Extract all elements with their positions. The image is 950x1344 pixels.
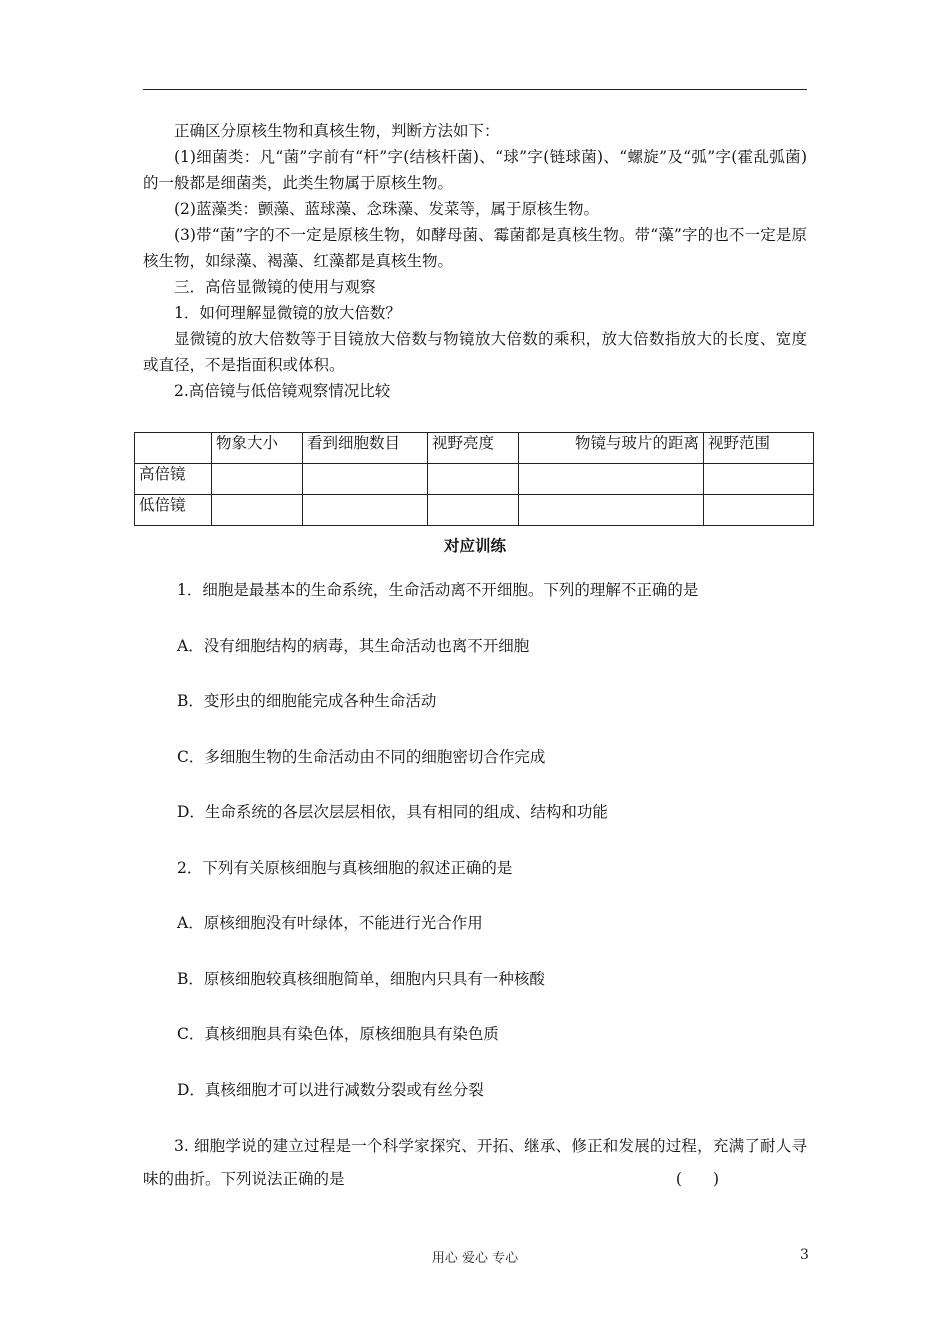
cyanobacteria-paragraph: (2)蓝藻类：颤藻、蓝球藻、念珠藻、发菜等，属于原核生物。: [174, 200, 599, 218]
question-3-text: 3. 细胞学说的建立过程是一个科学家探究、开拓、继承、修正和发展的过程，充满了耐人寻味的曲折。下列说法正确的是: [143, 1137, 807, 1188]
section-heading: 三．高倍显微镜的使用与观察: [174, 278, 376, 296]
document-body: [139, 118, 807, 556]
q1-option-b: B．变形虫的细胞能完成各种生命活动: [177, 692, 437, 710]
exception-paragraph: (3)带“菌”字的不一定是原核生物，如酵母菌、霉菌都是真核生物。带“藻”字的也不一定是原核生物，如绿藻、褐藻、红藻都是真核生物。: [143, 226, 807, 270]
q2-option-a: A．原核细胞没有叶绿体，不能进行光合作用: [177, 914, 483, 932]
table-header-cell: 视野范围: [704, 433, 814, 464]
q2-option-d: D．真核细胞才可以进行减数分裂或有丝分裂: [177, 1081, 484, 1099]
footer-text: 用心 爱心 专心: [431, 1251, 519, 1266]
intro-paragraph: 正确区分原核生物和真核生物，判断方法如下：: [174, 122, 500, 140]
question-magnification: 1．如何理解显微镜的放大倍数？: [174, 304, 401, 322]
table-header-cell: [135, 433, 212, 464]
table-row: [135, 495, 814, 526]
row-label-high: 高倍镜: [135, 464, 212, 495]
comparison-table: [134, 432, 814, 526]
table-header-row: [135, 433, 814, 464]
question-1: 1．细胞是最基本的生命系统，生命活动离不开细胞。下列的理解不正确的是: [177, 581, 699, 599]
question-2: 2．下列有关原核细胞与真核细胞的叙述正确的是: [177, 859, 513, 877]
answer-parentheses: ( ): [675, 1170, 719, 1188]
q2-option-c: C．真核细胞具有染色体，原核细胞具有染色质: [177, 1025, 499, 1043]
table-header-cell: 视野亮度: [428, 433, 519, 464]
answer-magnification: 显微镜的放大倍数等于目镜放大倍数与物镜放大倍数的乘积，放大倍数指放大的长度、宽度或直径，不是指面积或体积。: [143, 330, 807, 374]
header-rule: [143, 89, 807, 90]
q2-option-b: B．原核细胞较真核细胞简单，细胞内只具有一种核酸: [177, 970, 545, 988]
bacteria-paragraph: (1)细菌类：凡“菌”字前有“杆”字(结核杆菌)、“球”字(链球菌)、“螺旋”及“弧”字(霍乱弧菌)的一般都是细菌类，此类生物属于原核生物。: [143, 148, 807, 192]
q1-option-d: D．生命系统的各层次层层相依，具有相同的组成、结构和功能: [177, 803, 608, 821]
page-number: 3: [800, 1247, 809, 1263]
row-label-low: 低倍镜: [135, 495, 212, 526]
training-title: 对应训练: [443, 537, 506, 555]
q1-option-c: C．多细胞生物的生命活动由不同的细胞密切合作完成: [177, 748, 546, 766]
table-header-cell: 物象大小: [212, 433, 303, 464]
table-header-cell: 物镜与玻片的距离: [519, 433, 704, 464]
question-compare: 2.高倍镜与低倍镜观察情况比较: [174, 382, 391, 400]
table-row: [135, 464, 814, 495]
table-header-cell: 看到细胞数目: [303, 433, 428, 464]
q1-option-a: A．没有细胞结构的病毒，其生命活动也离不开细胞: [177, 637, 530, 655]
